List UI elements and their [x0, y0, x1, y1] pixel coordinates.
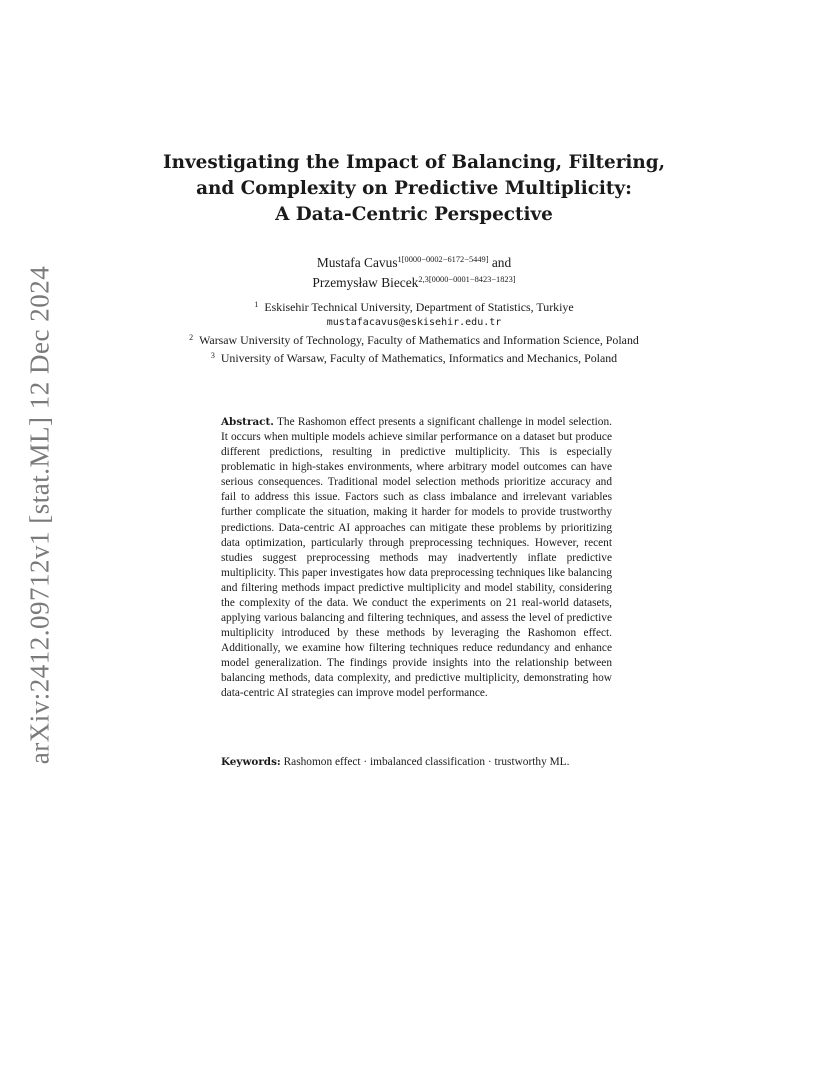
author-name: Mustafa Cavus: [316, 255, 398, 270]
abstract: [221, 415, 612, 701]
title-line: A Data-Centric Perspective: [275, 204, 553, 225]
affiliation-text: Eskisehir Technical University, Department of Statistics, Turkiye: [264, 300, 574, 314]
author-list: [200, 251, 628, 291]
paper-title: [150, 150, 678, 228]
arxiv-sidebar-stamp: [18, 265, 62, 765]
author-orcid: [0000−0002−6172−5449]: [401, 255, 489, 264]
author-suffix: and: [488, 255, 512, 270]
author: [200, 251, 628, 271]
affiliation-number: 3: [210, 351, 215, 360]
affiliation-number: 2: [189, 333, 194, 342]
affiliation-text: University of Warsaw, Faculty of Mathematics, Informatics and Mechanics, Poland: [220, 351, 618, 365]
author-name: Przemysław Biecek: [312, 275, 419, 290]
title-line: Investigating the Impact of Balancing, Filtering,: [162, 152, 666, 173]
abstract-label: Abstract.: [221, 416, 274, 428]
author-orcid: [0000−0001−8423−1823]: [428, 275, 516, 284]
affiliation-list: [180, 297, 648, 366]
keywords-text: Rashomon effect · imbalanced classification · trustworthy ML.: [283, 756, 570, 768]
author-email[interactable]: mustafacavus@eskisehir.edu.tr: [326, 317, 502, 328]
arxiv-id: arXiv:2412.09712v1 [stat.ML] 12 Dec 2024: [24, 265, 55, 765]
author: [200, 271, 628, 291]
affiliation: [180, 348, 648, 366]
affiliation: [180, 297, 648, 330]
affiliation-text: Warsaw University of Technology, Faculty of Mathematics and Information Science, Poland: [199, 333, 639, 347]
title-line: and Complexity on Predictive Multiplicity:: [196, 178, 632, 199]
keywords: [221, 755, 612, 770]
affiliation: [180, 330, 648, 348]
author-affil-mark: 1: [397, 255, 402, 264]
affiliation-number: 1: [254, 300, 259, 309]
keywords-label: Keywords:: [221, 756, 281, 768]
author-affil-mark: 2,3: [418, 275, 429, 284]
abstract-text: The Rashomon effect presents a significant challenge in model selection. It occurs when multiple models achieve similar performance on a dataset but produce different predictions, resulting in predictive multiplicity. This is especially problematic in high-stakes environments, where arbitrary model outcomes can have serious consequences. Traditional model selection methods prioritize accuracy and fail to address this issue. Factors such as class imbalance and irrelevant variables further complicate the situation, making it harder for models to provide trustworthy predictions. Data-centric AI approaches can mitigate these problems by prioritizing data optimization, particularly through preprocessing techniques. However, recent studies suggest preprocessing methods may inadvertently inflate predictive multiplicity. This paper investigates how data preprocessing techniques like balancing and filtering methods impact predictive multiplicity and model stability, considering the complexity of the data. We conduct the experiments on 21 real-world datasets, applying various balancing and filtering techniques, and assess the level of predictive multiplicity introduced by these methods by leveraging the Rashomon effect. Additionally, we examine how filtering techniques reduce redundancy and enhance model generalization. The findings provide insights into the relationship between balancing methods, data complexity, and predictive multiplicity, demonstrating how data-centric AI strategies can improve model performance.: [221, 416, 612, 700]
